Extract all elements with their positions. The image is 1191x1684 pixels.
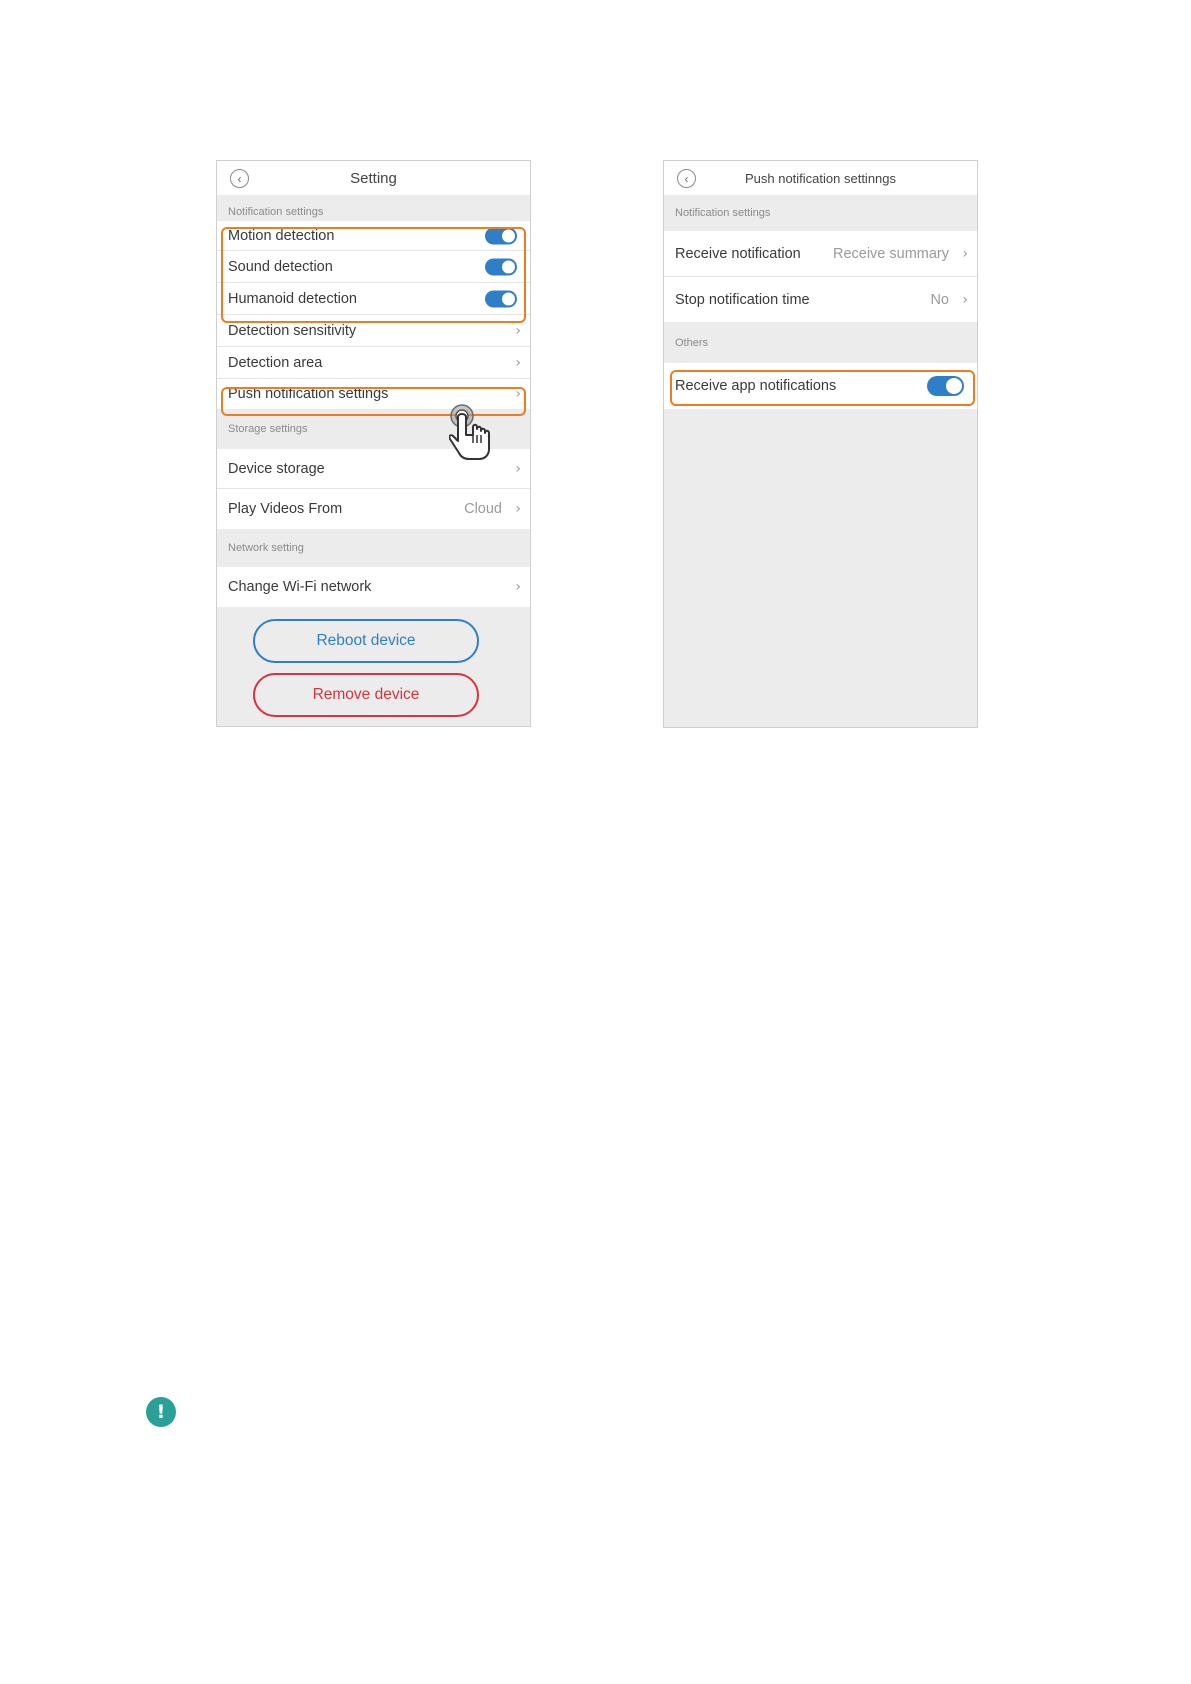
chevron-right-icon: › — [515, 354, 521, 371]
change-wifi-row[interactable] — [217, 567, 530, 607]
motion-detection-row[interactable] — [217, 221, 530, 251]
chevron-right-icon: › — [515, 460, 521, 477]
detection-area-row[interactable] — [217, 347, 530, 379]
remove-device-button[interactable]: Remove device — [253, 673, 479, 717]
push-notification-settings-screen — [663, 160, 978, 728]
device-storage-label: Device storage — [228, 460, 325, 477]
chevron-right-icon: › — [962, 245, 968, 262]
detection-sensitivity-label: Detection sensitivity — [228, 322, 357, 339]
back-button[interactable] — [677, 169, 696, 188]
stop-notification-time-value: No — [930, 291, 949, 308]
reboot-device-button[interactable]: Reboot device — [253, 619, 479, 663]
chevron-left-icon: ‹ — [237, 171, 242, 186]
sound-detection-label: Sound detection — [228, 258, 333, 275]
play-videos-from-label: Play Videos From — [228, 501, 343, 517]
receive-app-notifications-row[interactable] — [664, 363, 977, 409]
sound-detection-row[interactable] — [217, 251, 530, 283]
section-notification-settings: Notification settings — [217, 195, 530, 221]
back-button[interactable] — [230, 169, 249, 188]
toggle-knob — [502, 260, 515, 273]
toggle-knob — [502, 229, 515, 242]
receive-notification-row[interactable] — [664, 231, 977, 277]
chevron-right-icon: › — [962, 291, 968, 308]
receive-app-notifications-label: Receive app notifications — [675, 378, 837, 394]
chevron-right-icon: › — [515, 386, 521, 402]
push-notification-settings-label: Push notification settings — [228, 386, 389, 402]
section-storage-settings: Storage settings — [217, 409, 530, 449]
settings-header — [217, 161, 530, 195]
exclamation-circle-icon — [146, 1397, 176, 1427]
receive-app-notifications-toggle[interactable] — [927, 376, 964, 396]
stop-notification-time-label: Stop notification time — [675, 291, 810, 308]
sound-detection-toggle[interactable] — [485, 258, 517, 275]
motion-detection-toggle[interactable] — [485, 227, 517, 244]
receive-notification-label: Receive notification — [675, 245, 801, 262]
humanoid-detection-label: Humanoid detection — [228, 290, 357, 307]
change-wifi-label: Change Wi-Fi network — [228, 579, 372, 595]
play-videos-from-value: Cloud — [464, 501, 502, 517]
page-title: Setting — [350, 169, 397, 187]
toggle-knob — [946, 378, 962, 394]
chevron-right-icon: › — [515, 501, 521, 517]
stop-notification-time-row[interactable] — [664, 277, 977, 322]
section-network-setting: Network setting — [217, 529, 530, 567]
notice-glyph: ! — [156, 1401, 166, 1423]
hand-pointer-icon — [449, 403, 493, 469]
section-notification-settings: Notification settings — [664, 195, 977, 231]
chevron-left-icon: ‹ — [684, 171, 689, 186]
chevron-right-icon: › — [515, 322, 521, 339]
page-title: Push notification settinngs — [744, 170, 897, 186]
play-videos-from-row[interactable] — [217, 489, 530, 529]
detection-sensitivity-row[interactable] — [217, 315, 530, 347]
humanoid-detection-row[interactable] — [217, 283, 530, 315]
motion-detection-label: Motion detection — [228, 227, 335, 244]
section-others: Others — [664, 322, 977, 363]
toggle-knob — [502, 292, 515, 305]
chevron-right-icon: › — [515, 579, 521, 595]
push-settings-header — [664, 161, 977, 195]
detection-area-label: Detection area — [228, 354, 323, 371]
receive-notification-value: Receive summary — [832, 245, 949, 262]
humanoid-detection-toggle[interactable] — [485, 290, 517, 307]
